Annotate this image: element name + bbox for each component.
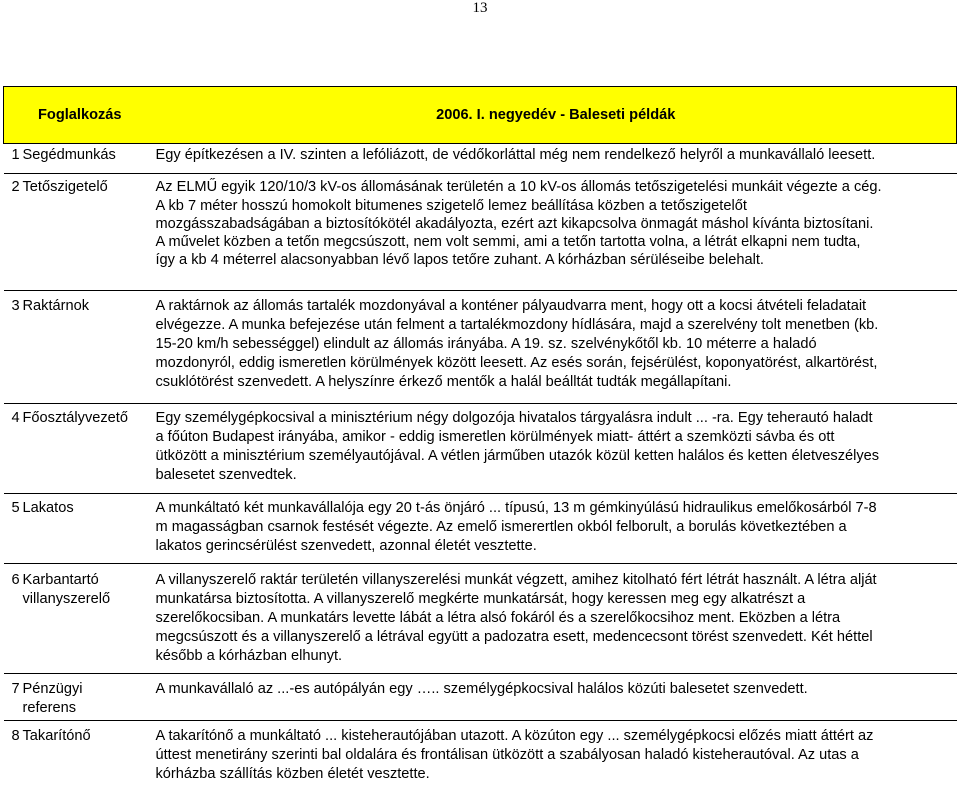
row-occupation: Karbantartó villanyszerelő (23, 564, 156, 674)
row-occupation: Pénzügyi referens (23, 674, 156, 721)
table-row (4, 721, 957, 791)
row-description: A raktárnok az állomás tartalék mozdonyával a konténer pályaudvarra ment, hogy ott a kocsi átvételi feladatait elvégezze. A munka befejezése után felment a tartalékmozdony hídlására, majd a szerelvény tolt menetben (kb. 15-20 km/h sebességgel) elindult az állomás irányába. A 19. sz. szelvénykőtől kb. 10 méterre a haladó mozdonyról, eddig ismeretlen körülmények között leesett. Az esés során, fejsérülést, koponyatörést, alkartörést, csuklótörést szenvedett. A helyszínre érkező mentők a halál beálltát tudták megállapítani. (156, 291, 957, 404)
header-title: 2006. I. negyedév - Baleseti példák (156, 87, 957, 144)
accident-examples-table (3, 86, 957, 791)
table-row (4, 404, 957, 494)
row-number: 3 (4, 291, 23, 404)
table-row (4, 144, 957, 174)
row-occupation: Főosztályvezető (23, 404, 156, 494)
row-occupation: Raktárnok (23, 291, 156, 404)
row-number: 7 (4, 674, 23, 721)
table-header-row (4, 87, 957, 144)
table-row (4, 174, 957, 291)
row-occupation: Lakatos (23, 494, 156, 564)
table-row (4, 494, 957, 564)
row-occupation: Segédmunkás (23, 144, 156, 174)
row-occupation: Tetőszigetelő (23, 174, 156, 291)
header-occupation: Foglalkozás (4, 87, 156, 144)
row-description: Az ELMŰ egyik 120/10/3 kV-os állomásának területén a 10 kV-os állomás tetőszigetelési munkáit végezte a cég. A kb 7 méter hosszú homokolt bitumenes szigetelő lemez beállítása közben a tetőszigetelőt mozgásszabadságában a biztosítókötél akadályozta, ezért azt kikapcsolva önmagát máshol kívánta biztosítani. A művelet közben a tetőn megcsúszott, nem volt semmi, ami a tetőn tartotta volna, a létrát elkapni nem tudta, így a kb 4 méterrel alacsonyabban lévő lapos tetőre zuhant. A kórházban sérüléseibe belehalt. (156, 174, 957, 291)
row-description: A munkavállaló az ...-es autópályán egy ….. személygépkocsival halálos közúti balesetet szenvedett. (156, 674, 957, 721)
row-number: 8 (4, 721, 23, 791)
row-number: 4 (4, 404, 23, 494)
row-occupation: Takarítónő (23, 721, 156, 791)
row-description: A takarítónő a munkáltató ... kisteherautójában utazott. A közúton egy ... személygépkocsi előzés miatt áttért az úttest menetirány szerinti bal oldalára és frontálisan ütközött a szabályosan haladó kisteherautóval. Az utas a kórházba szállítás közben életét vesztette. (156, 721, 957, 791)
table-row (4, 291, 957, 404)
row-description: A villanyszerelő raktár területén villanyszerelési munkát végzett, amihez kitolható fért létrát használt. A létra alját munkatársa biztosította. A villanyszerelő megkérte munkatársát, hogy keressen meg egy alkatrészt a szerelőkocsiban. A munkatárs levette lábát a létra alsó fokáról és a szerelőkocsihoz ment. Eközben a létra megcsúszott és a villanyszerelő a létrával együtt a padozatra esett, medencecsont törést szenvedett. Két héttel később a kórházban elhunyt. (156, 564, 957, 674)
row-number: 5 (4, 494, 23, 564)
row-description: Egy építkezésen a IV. szinten a lefóliázott, de védőkorláttal még nem rendelkező helyről a munkavállaló leesett. (156, 144, 957, 174)
row-number: 6 (4, 564, 23, 674)
row-number: 1 (4, 144, 23, 174)
row-description: Egy személygépkocsival a minisztérium négy dolgozója hivatalos tárgyalásra indult ... -ra. Egy teherautó haladt a főúton Budapest irányába, amikor - eddig ismeretlen körülmények miatt- áttért a szemközti sávba és ott ütközött a minisztérium személyautójával. A vétlen járműben utazók közül ketten halálos és ketten életveszélyes balesetet szenvedtek. (156, 404, 957, 494)
page-number: 13 (0, 0, 960, 17)
table-row (4, 564, 957, 674)
table-row (4, 674, 957, 721)
row-description: A munkáltató két munkavállalója egy 20 t-ás önjáró ... típusú, 13 m gémkinyúlású hidraulikus emelőkosárból 7-8 m magasságban csarnok festését végezte. Az emelő ismerertlen okból felborult, a borulás következtében a lakatos gerincsérülést szenvedett, azonnal életét vesztette. (156, 494, 957, 564)
row-number: 2 (4, 174, 23, 291)
